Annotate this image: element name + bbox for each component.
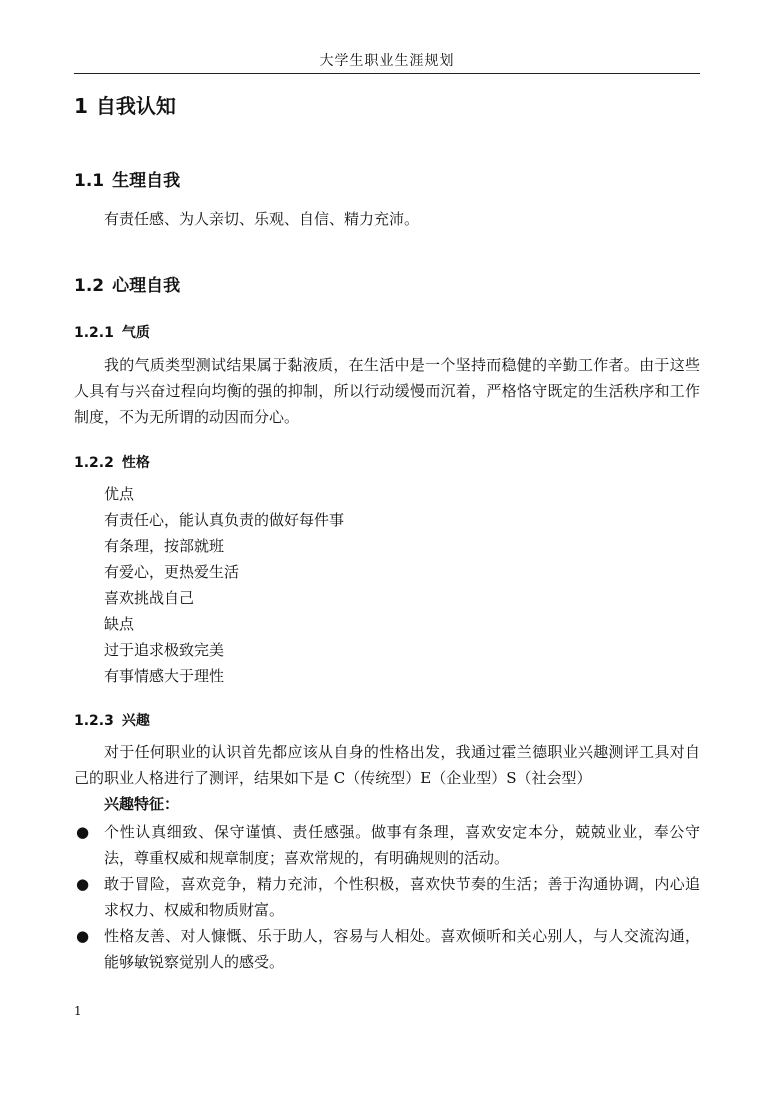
subsection-title: 气质 — [121, 325, 150, 341]
section-number: 1.1 — [74, 171, 105, 191]
subsection-title: 兴趣 — [121, 713, 150, 729]
list-item: 优点 — [104, 485, 135, 503]
bullet-item — [74, 819, 700, 871]
physiology-paragraph: 有责任感、为人亲切、乐观、自信、精力充沛。 — [104, 210, 420, 228]
subsection-number: 1.2.3 — [74, 713, 114, 729]
bullet-icon: ● — [76, 823, 90, 841]
section-heading-1-1 — [74, 166, 180, 191]
list-item: 有爱心，更热爱生活 — [104, 563, 240, 581]
chapter-number: 1 — [74, 94, 88, 118]
subsection-number: 1.2.2 — [74, 455, 114, 471]
chapter-heading — [74, 90, 176, 119]
bullet-icon: ● — [76, 875, 90, 893]
section-heading-1-2 — [74, 271, 180, 296]
section-title: 心理自我 — [112, 276, 181, 296]
bullet-text: 敢于冒险，喜欢竞争，精力充沛，个性积极，喜欢快节奏的生活；善于沟通协调，内心追求权力、权威和物质财富。 — [104, 875, 700, 919]
page-header: 大学生职业生涯规划 — [319, 53, 455, 69]
list-item: 有责任心，能认真负责的做好每件事 — [104, 511, 345, 529]
bullet-text: 性格友善、对人慷慨、乐于助人，容易与人相处。喜欢倾听和关心别人，与人交流沟通，能够敏锐察觉别人的感受。 — [104, 927, 700, 971]
section-title: 生理自我 — [112, 171, 181, 191]
interest-feature-label: 兴趣特征： — [104, 795, 180, 813]
section-number: 1.2 — [74, 276, 105, 296]
temperament-paragraph: 我的气质类型测试结果属于黏液质，在生活中是一个坚持而稳健的辛勤工作者。由于这些人具有与兴奋过程向均衡的强的抑制，所以行动缓慢而沉着，严格恪守既定的生活秩序和工作制度，不为无所谓的动因而分心。 — [74, 356, 700, 426]
bullet-item — [74, 871, 700, 923]
chapter-title: 自我认知 — [95, 94, 176, 118]
list-item: 有事情感大于理性 — [104, 667, 225, 685]
list-item: 喜欢挑战自己 — [104, 589, 195, 607]
subsection-heading-1-2-3 — [74, 710, 150, 730]
list-item: 缺点 — [104, 615, 135, 633]
subsection-heading-1-2-1 — [74, 322, 150, 342]
bullet-text: 个性认真细致、保守谨慎、责任感强。做事有条理，喜欢安定本分，兢兢业业，奉公守法，尊重权威和规章制度；喜欢常规的，有明确规则的活动。 — [104, 823, 700, 867]
bullet-icon: ● — [76, 927, 90, 945]
subsection-heading-1-2-2 — [74, 452, 150, 472]
header-divider — [74, 73, 700, 74]
list-item: 有条理，按部就班 — [104, 537, 225, 555]
bullet-item — [74, 923, 700, 975]
interest-paragraph: 对于任何职业的认识首先都应该从自身的性格出发，我通过霍兰德职业兴趣测评工具对自己的职业人格进行了测评，结果如下是 C（传统型）E（企业型）S（社会型） — [74, 743, 700, 787]
subsection-number: 1.2.1 — [74, 325, 114, 341]
page-number: 1 — [74, 1004, 82, 1018]
subsection-title: 性格 — [121, 455, 150, 471]
list-item: 过于追求极致完美 — [104, 641, 225, 659]
